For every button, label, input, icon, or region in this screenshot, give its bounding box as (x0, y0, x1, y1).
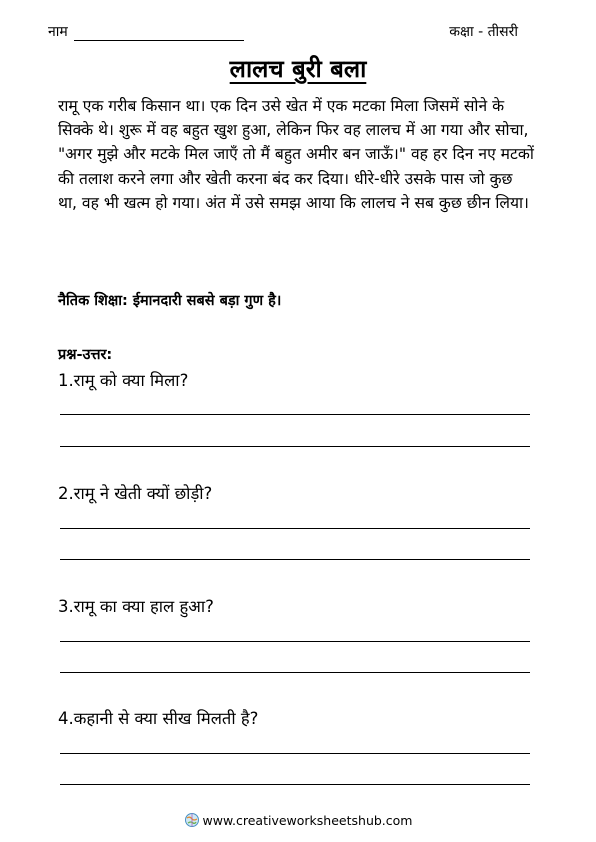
class-label: कक्षा - तीसरी (449, 24, 518, 40)
globe-icon (184, 812, 200, 831)
question-1: 1.रामू को क्या मिला? (58, 371, 189, 390)
answer-line[interactable] (60, 559, 530, 560)
answer-line[interactable] (60, 446, 530, 447)
footer (0, 812, 596, 831)
question-3: 3.रामू का क्या हाल हुआ? (58, 597, 214, 616)
qa-heading: प्रश्न-उत्तर: (58, 347, 113, 363)
name-label: नाम (48, 24, 68, 40)
answer-line[interactable] (60, 784, 530, 785)
worksheet-title (0, 52, 596, 85)
answer-line[interactable] (60, 641, 530, 642)
title-text: लालच बुरी बला (229, 55, 367, 83)
answer-line[interactable] (60, 672, 530, 673)
moral-line: नैतिक शिक्षा: ईमानदारी सबसे बड़ा गुण है। (58, 293, 282, 309)
worksheet-header (48, 22, 518, 44)
answer-line[interactable] (60, 414, 530, 415)
name-field (48, 22, 244, 41)
answer-line[interactable] (60, 753, 530, 754)
question-2: 2.रामू ने खेती क्यों छोड़ी? (58, 484, 213, 503)
story-paragraph: रामू एक गरीब किसान था। एक दिन उसे खेत में एक मटका मिला जिसमें सोने के सिक्के थे। शुरू में वह बहुत खुश हुआ, लेकिन फिर वह लालच में आ गया और सोचा, "अगर मुझे और मटके मिल जाएँ तो मैं बहुत अमीर बन जाऊँ।" वह हर दिन नए मटकों की तलाश करने लगा और खेती करना बंद कर दिया। धीरे-धीरे उसके पास जो कुछ था, वह भी खत्म हो गया। अंत में उसे समझ आया कि लालच ने सब कुछ छीन लिया। (58, 97, 534, 212)
question-4: 4.कहानी से क्या सीख मिलती है? (58, 709, 259, 728)
name-blank-line (74, 28, 244, 41)
website-url[interactable]: www.creativeworksheetshub.com (202, 813, 413, 828)
answer-line[interactable] (60, 528, 530, 529)
